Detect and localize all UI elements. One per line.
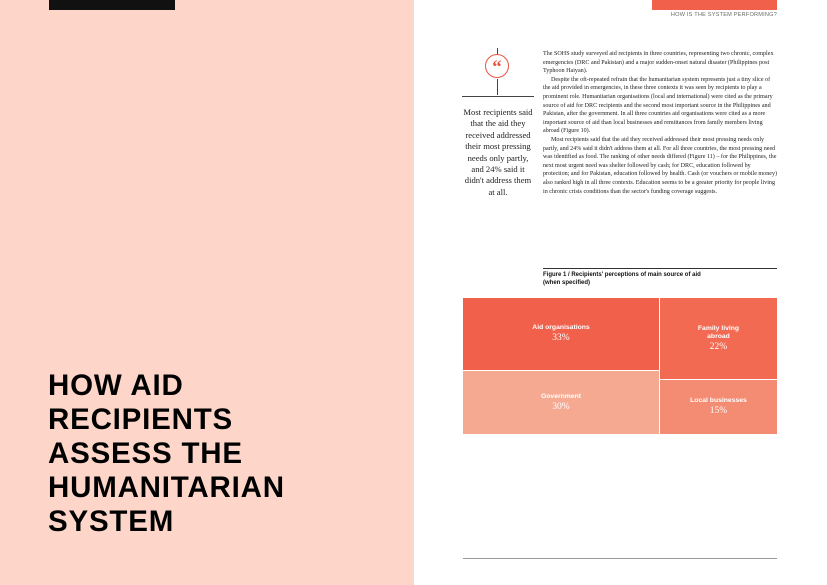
tile-value: 30%: [552, 401, 570, 412]
figure-rule: [543, 268, 777, 269]
figure-caption: Figure 1 / Recipients' perceptions of main source of aid (when specified): [543, 272, 701, 286]
chapter-title: HOW AID RECIPIENTS ASSESS THE HUMANITARIAN SYSTEM: [48, 369, 285, 538]
quote-mark-icon: “: [485, 54, 509, 78]
treemap-tile-family-living-abroad: [660, 298, 777, 379]
tile-label: Aid organisations: [532, 324, 590, 331]
bottom-rule: [463, 558, 777, 559]
tile-value: 15%: [709, 406, 728, 416]
running-head: HOW IS THE SYSTEM PERFORMING?: [670, 12, 777, 18]
treemap-tile-government: [463, 371, 659, 434]
body-text: [543, 50, 778, 196]
pull-quote-rule: [462, 96, 534, 97]
body-paragraph: The SOHS study surveyed aid recipients in three countries, representing two chronic, complex emergencies (DRC and Pakistan) and a major sudden-onset natural disaster (Philippines post Typhoon Haiyan).: [543, 51, 774, 75]
tile-value: 33%: [552, 333, 570, 343]
tile-label: Family living abroad: [697, 324, 740, 340]
tile-value: 22%: [709, 341, 728, 352]
treemap-tile-local-businesses: [660, 380, 777, 434]
left-header-bar: [49, 0, 175, 10]
right-header-bar: [652, 0, 777, 10]
pull-quote-connector: [497, 79, 498, 95]
pull-quote: Most recipients said that the aid they received addressed their most pressing needs only partly, and 24% said it didn't address them at all.: [463, 107, 533, 197]
treemap-tile-aid-organisations: [463, 298, 659, 370]
tile-label: Government: [540, 392, 582, 400]
body-paragraph: Despite the oft-repeated refrain that the humanitarian system represents just a tiny slice of the aid provided in emergencies, in these three contexts it was seen by recipients to play a prominent role. Humanitarian organisations (local and international) were cited as the primary source of aid for DRC recipients and the second most important source in the Philippines and Pakistan, after the government. In all three countries aid organisations were cited as a more important source of aid than local businesses and remittances from family members living abroad (Figure 10).: [543, 76, 773, 135]
body-paragraph: Most recipients said that the aid they received addressed their most pressing needs only partly, and 24% said it didn't address them at all. For all three countries, the most pressing need was identified as food. The ranking of other needs differed (Figure 11) – for the Philippines, the next most urgent need was shelter followed by cash; for DRC, education followed by protection; and for Pakistan, education followed by health. Cash (or vouchers or mobile money) also ranked high in all three contexts. Education seems to be a greater priority for people living in chronic crisis conditions than the sector's funding coverage suggests.: [543, 136, 778, 195]
treemap-chart: [463, 298, 777, 434]
tile-label: Local businesses: [690, 397, 747, 404]
